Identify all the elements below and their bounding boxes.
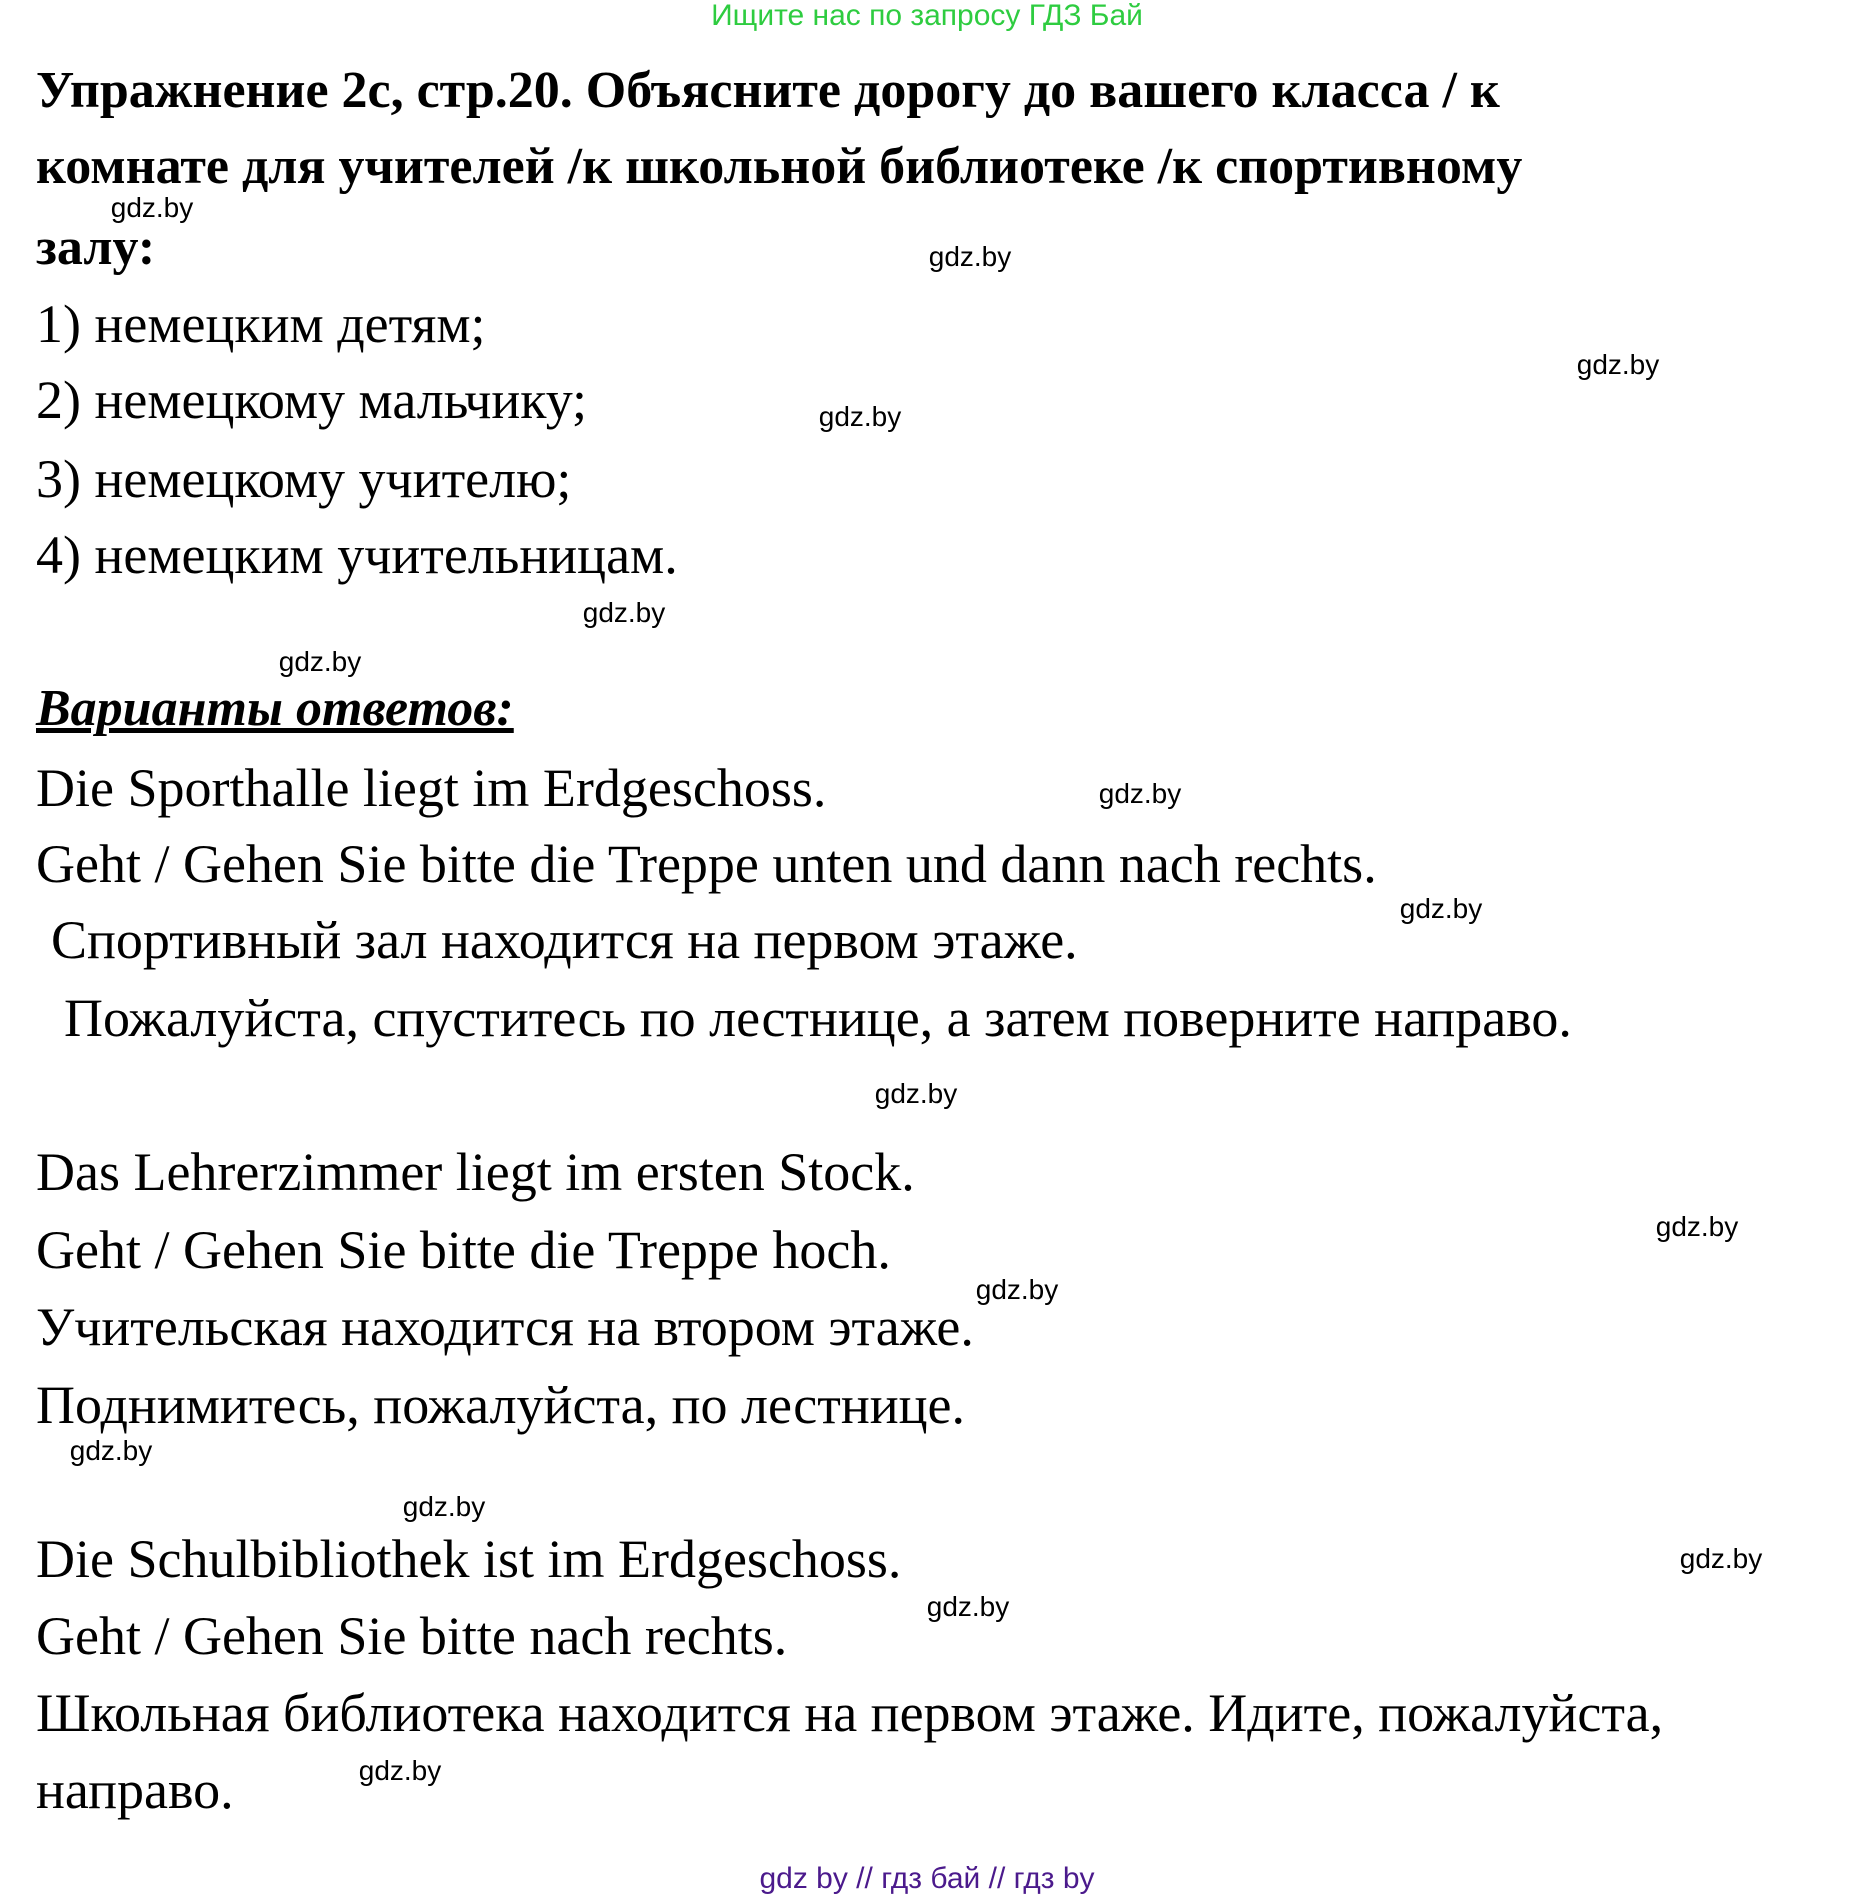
answers-heading: Варианты ответов: [36, 680, 514, 737]
task-item: 3) немецкому учителю; [36, 449, 572, 509]
exercise-title-line: комнате для учителей /к школьной библиотеке /к спортивному [36, 138, 1523, 195]
answer-line: Учительская находится на втором этаже. [36, 1297, 974, 1357]
answer-line: направо. [36, 1760, 234, 1820]
answer-line: Geht / Gehen Sie bitte die Treppe unten und dann nach rechts. [36, 834, 1377, 894]
task-item: 4) немецким учительницам. [36, 525, 678, 585]
watermark: gdz.by [818, 401, 902, 432]
answer-line: Школьная библиотека находится на первом этаже. Идите, пожалуйста, [36, 1683, 1664, 1743]
watermark: gdz.by [358, 1755, 442, 1786]
answer-line: Поднимитесь, пожалуйста, по лестнице. [36, 1375, 966, 1435]
watermark: gdz.by [1399, 893, 1483, 924]
watermark: gdz.by [1655, 1211, 1739, 1242]
exercise-title-line: Упражнение 2c, стр.20. Объясните дорогу до вашего класса / к [36, 62, 1500, 119]
answer-line: Geht / Gehen Sie bitte die Treppe hoch. [36, 1220, 891, 1280]
answer-line: Geht / Gehen Sie bitte nach rechts. [36, 1606, 788, 1666]
watermark: gdz.by [874, 1078, 958, 1109]
task-item: 1) немецким детям; [36, 294, 486, 354]
answer-line: Die Schulbibliothek ist im Erdgeschoss. [36, 1529, 902, 1589]
watermark: gdz.by [928, 241, 1012, 272]
watermark: gdz.by [975, 1274, 1059, 1305]
answer-line: Спортивный зал находится на первом этаже. [51, 910, 1078, 970]
task-item: 2) немецкому мальчику; [36, 370, 588, 430]
watermark: gdz.by [110, 192, 194, 223]
watermark: gdz.by [402, 1491, 486, 1522]
footer-links: gdz by // гдз бай // гдз by [759, 1862, 1095, 1895]
search-banner: Ищите нас по запросу ГДЗ Бай [711, 0, 1143, 32]
watermark: gdz.by [1098, 778, 1182, 809]
watermark: gdz.by [278, 646, 362, 677]
answer-line: Das Lehrerzimmer liegt im ersten Stock. [36, 1142, 915, 1202]
watermark: gdz.by [1576, 349, 1660, 380]
watermark: gdz.by [926, 1591, 1010, 1622]
watermark: gdz.by [1679, 1543, 1763, 1574]
watermark: gdz.by [69, 1435, 153, 1466]
exercise-title-line: залу: [36, 219, 156, 276]
answer-line: Пожалуйста, спуститесь по лестнице, а затем поверните направо. [64, 988, 1572, 1048]
answer-line: Die Sporthalle liegt im Erdgeschoss. [36, 758, 827, 818]
watermark: gdz.by [582, 597, 666, 628]
